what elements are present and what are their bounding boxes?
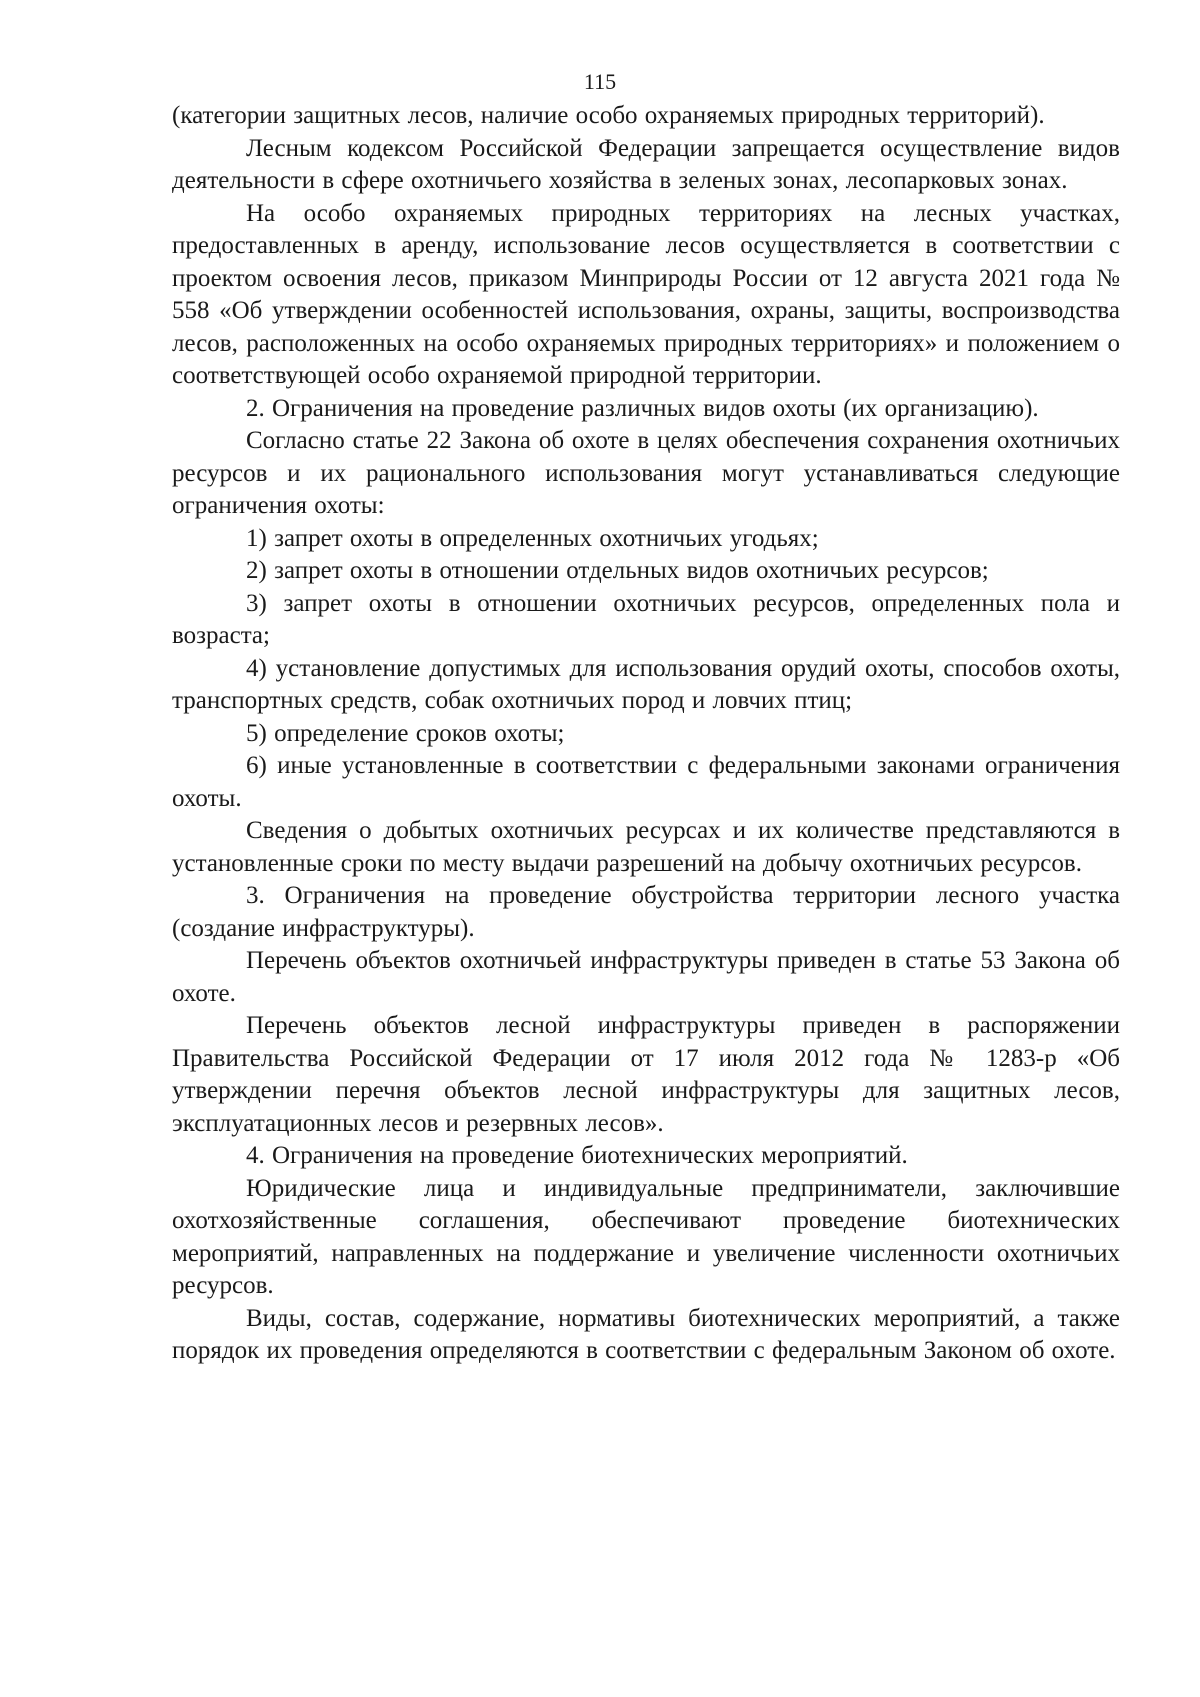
paragraph: На особо охраняемых природных территориях на лесных участках, предоставленных в аренду, использование лесов осуществляется в соответствии с проектом освоения лесов, приказом Минприроды России от 12 августа 2021 года № 558 «Об утверждении особенностей использования, охраны, защиты, воспроизводства лесов, расположенных на особо охраняемых природных территориях» и положением о соответствующей особо охраняемой природной территории. (172, 199, 1120, 389)
paragraph: Согласно статье 22 Закона об охоте в целях обеспечения сохранения охотничьих ресурсов и их рационального использования могут устанавливаться следующие ограничения охоты: (172, 427, 1120, 519)
list-item: 3) запрет охоты в отношении охотничьих ресурсов, определенных пола и возраста; (172, 589, 1120, 649)
paragraph: Перечень объектов лесной инфраструктуры приведен в распоряжении Правительства Российской Федерации от 17 июля 2012 года № 1283-р «Об утверждении перечня объектов лесной инфраструктуры для защитных лесов, эксплуатационных лесов и резервных лесов». (172, 1012, 1120, 1137)
page-number: 115 (583, 69, 617, 94)
paragraph: Виды, состав, содержание, нормативы биотехнических мероприятий, а также порядок их проведения определяются в соответствии с федеральным Законом об охоте. (172, 1304, 1120, 1364)
paragraph: Перечень объектов охотничьей инфраструктуры приведен в статье 53 Закона об охоте. (172, 947, 1120, 1007)
section-heading: 2. Ограничения на проведение различных видов охоты (их организацию). (246, 394, 1039, 422)
paragraph: (категории защитных лесов, наличие особо охраняемых природных территорий). (172, 102, 1045, 129)
paragraph: Сведения о добытых охотничьих ресурсах и их количестве представляются в установленные сроки по месту выдачи разрешений на добычу охотничьих ресурсов. (172, 817, 1120, 877)
section-heading: 4. Ограничения на проведение биотехнических мероприятий. (246, 1142, 908, 1169)
list-item: 4) установление допустимых для использования орудий охоты, способов охоты, транспортных средств, собак охотничьих пород и ловчих птиц; (172, 654, 1120, 714)
paragraph: Юридические лица и индивидуальные предприниматели, заключившие охотхозяйственные соглашения, обеспечивают проведение биотехнических мероприятий, направленных на поддержание и увеличение численности охотничьих ресурсов. (172, 1174, 1120, 1299)
list-item: 1) запрет охоты в определенных охотничьих угодьях; (246, 524, 819, 552)
list-item: 6) иные установленные в соответствии с федеральными законами ограничения охоты. (172, 752, 1120, 812)
section-heading: 3. Ограничения на проведение обустройства территории лесного участка (создание инфраструктуры). (172, 882, 1120, 942)
list-item: 5) определение сроков охоты; (246, 719, 565, 747)
document-body (172, 100, 1120, 1368)
paragraph: Лесным кодексом Российской Федерации запрещается осуществление видов деятельности в сфере охотничьего хозяйства в зеленых зонах, лесопарковых зонах. (172, 134, 1120, 194)
list-item: 2) запрет охоты в отношении отдельных видов охотничьих ресурсов; (246, 557, 989, 584)
